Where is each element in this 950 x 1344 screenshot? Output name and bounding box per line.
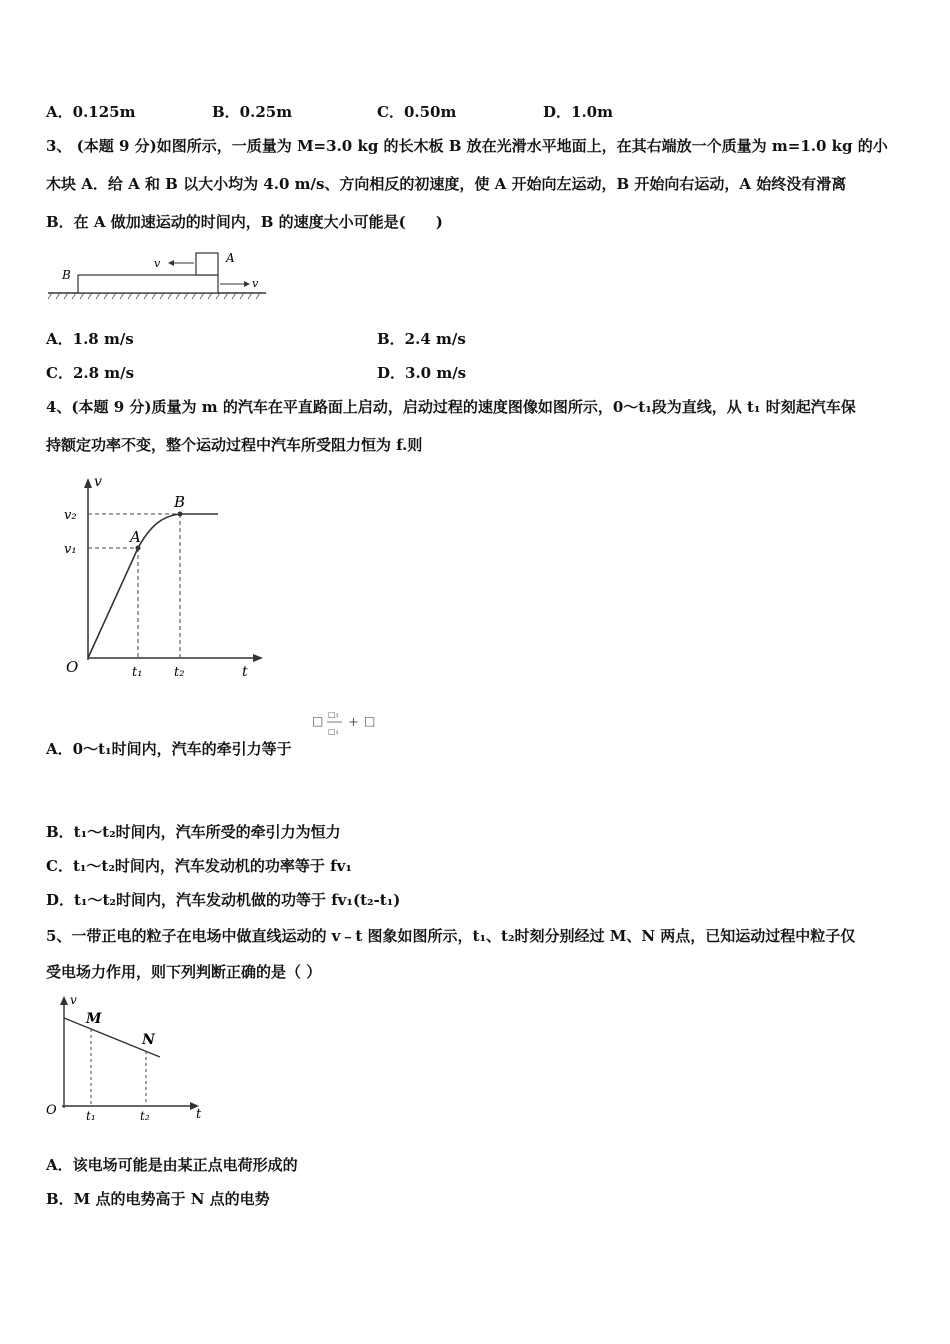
q5-option-a: A．该电场可能是由某正点电荷形成的 <box>46 1156 298 1174</box>
q3-text-line-1: 3、 (本题 9 分)如图所示，一质量为 M=3.0 kg 的长木板 B 放在光滑水平地面上，在其右端放一个质量为 m=1.0 kg 的小 <box>46 137 888 155</box>
label-a: A <box>226 251 235 265</box>
q5-option-b: B．M 点的电势高于 N 点的电势 <box>46 1190 270 1208</box>
formula-denominator: □₁ <box>328 727 339 736</box>
q4-text-line-2: 持额定功率不变，整个运动过程中汽车所受阻力恒为 f.则 <box>46 436 423 454</box>
q3-option-d: D．3.0 m/s <box>377 364 467 382</box>
linear-segment <box>88 548 138 658</box>
q2-option-b: B．0.25m <box>212 103 293 121</box>
arrow-left-head <box>168 260 174 266</box>
v-axis-arrow <box>84 478 92 488</box>
origin-label: O <box>46 1103 57 1118</box>
point-a-dot <box>136 546 141 551</box>
q4-option-d: D．t₁～t₂时间内，汽车发动机做的功等于 fv₁(t₂-t₁) <box>46 891 401 909</box>
axis-label-v: v <box>94 474 102 490</box>
axis-label-v: v <box>70 993 77 1007</box>
label-v-right: v <box>252 277 259 290</box>
q3-board-block-figure <box>44 246 270 304</box>
tick-label-t1: t₁ <box>86 1109 96 1123</box>
q2-option-a: A．0.125m <box>46 103 136 121</box>
point-b-dot <box>178 512 183 517</box>
formula-plus: + <box>348 715 359 730</box>
origin-label: O <box>66 658 79 676</box>
label-b: B <box>62 268 71 282</box>
q4-option-a: A．0～t₁时间内，汽车的牵引力等于 <box>46 740 292 758</box>
formula-tail-glyph: □ <box>364 714 376 728</box>
tick-label-v2: v₂ <box>64 508 77 523</box>
axis-label-t: t <box>196 1107 202 1122</box>
label-v-left: v <box>154 257 161 270</box>
tick-label-t2: t₂ <box>174 665 185 680</box>
q4-velocity-time-graph <box>58 470 268 686</box>
tick-label-t1: t₁ <box>132 665 143 680</box>
q5-text-line-1: 5、一带正电的粒子在电场中做直线运动的 v﹣t 图象如图所示，t₁、t₂时刻分别经过 M、N 两点，已知运动过程中粒子仅 <box>46 927 856 945</box>
q3-text-line-3: B．在 A 做加速运动的时间内，B 的速度大小可能是( ) <box>46 213 443 231</box>
board-b <box>78 275 218 293</box>
tick-label-t2: t₂ <box>140 1109 150 1123</box>
q4-option-b: B．t₁～t₂时间内，汽车所受的牵引力为恒力 <box>46 823 341 841</box>
formula-lead-glyph: □ <box>312 714 324 728</box>
q4-text-line-1: 4、(本题 9 分)质量为 m 的汽车在平直路面上启动，启动过程的速度图像如图所示，0～t₁段为直线，从 t₁ 时刻起汽车保 <box>46 398 856 416</box>
q5-velocity-time-graph <box>42 990 212 1130</box>
traction-force-formula <box>312 706 382 742</box>
point-n-label: N <box>142 1032 155 1048</box>
q3-text-line-2: 木块 A．给 A 和 B 以大小均为 4.0 m/s、方向相反的初速度，使 A 开始向左运动，B 开始向右运动，A 始终没有滑离 <box>46 175 847 193</box>
point-a-label: A <box>130 528 141 546</box>
point-b-label: B <box>174 493 186 511</box>
v-axis-arrow <box>60 996 68 1005</box>
q3-option-c: C．2.8 m/s <box>46 364 135 382</box>
ground-hatching <box>48 293 260 299</box>
q3-option-b: B．2.4 m/s <box>377 330 466 348</box>
tick-label-v1: v₁ <box>64 542 77 557</box>
q2-option-c: C．0.50m <box>377 103 457 121</box>
arrow-right-head <box>244 281 250 287</box>
q5-text-line-2: 受电场力作用，则下列判断正确的是（ ） <box>46 963 322 981</box>
point-m-label: M <box>86 1011 102 1027</box>
q3-option-a: A．1.8 m/s <box>46 330 134 348</box>
axis-label-t: t <box>242 664 248 680</box>
t-axis-arrow <box>253 654 263 662</box>
power-curve <box>138 514 180 548</box>
q4-option-c: C．t₁～t₂时间内，汽车发动机的功率等于 fv₁ <box>46 857 352 875</box>
q2-option-d: D．1.0m <box>543 103 613 121</box>
block-a <box>196 253 218 275</box>
formula-numerator: □₁ <box>328 710 339 719</box>
